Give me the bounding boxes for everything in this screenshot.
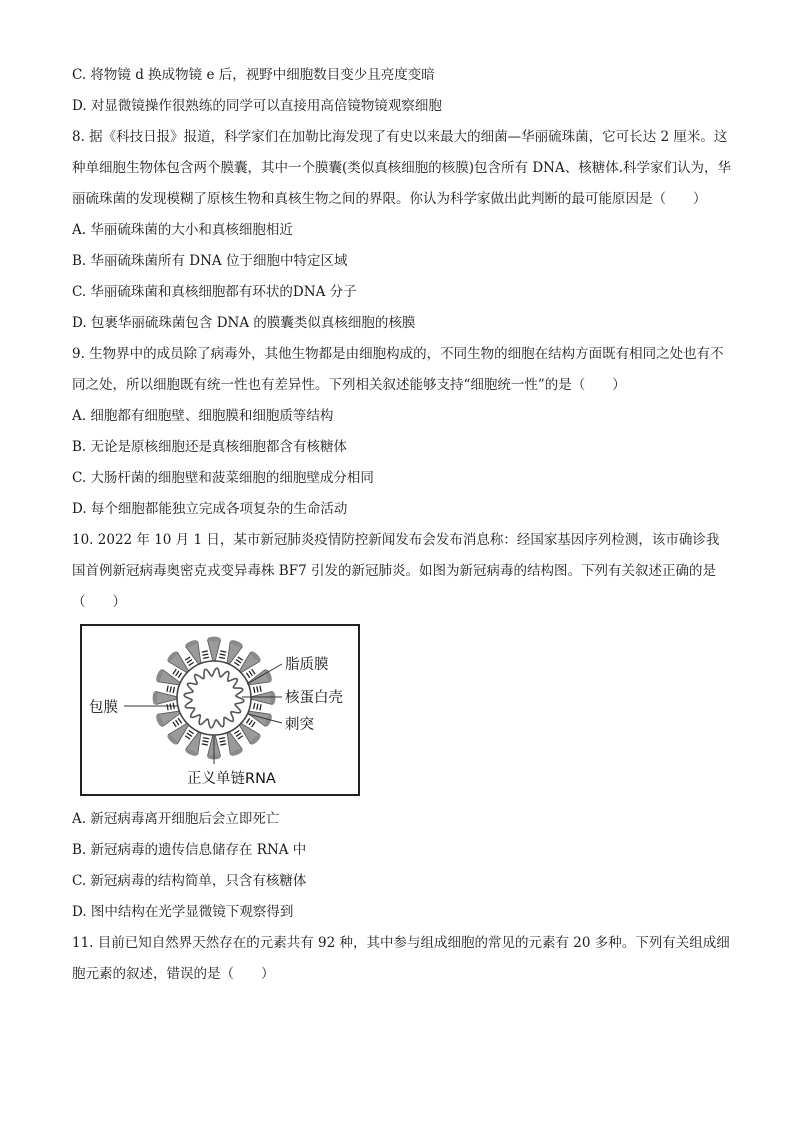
protein-mark: [257, 686, 258, 692]
document-page: [72, 60, 732, 990]
protein-mark: [167, 704, 168, 710]
protein-mark: [246, 673, 249, 678]
question-11: [72, 928, 732, 990]
protein-mark: [173, 687, 174, 693]
protein-mark: [252, 669, 255, 674]
protein-mark: [185, 736, 190, 739]
q9-stem: 9. 生物界中的成员除了病毒外，其他生物都是由细胞构成的，不同生物的细胞在结构方面既有相同之处也有不同之处，所以细胞既有统一性也有差异性。下列相关叙述能够支持“细胞统一性”的是（ ）: [72, 346, 724, 393]
protein-mark: [238, 736, 243, 739]
protein-mark: [234, 662, 239, 665]
spike-protein: [156, 692, 177, 705]
question-8: [72, 122, 732, 339]
question-9: [72, 339, 732, 525]
protein-mark: [173, 722, 176, 727]
q9-option-d: D. 每个细胞都能独立完成各项复杂的生命活动: [72, 501, 348, 517]
spike-cap: [271, 692, 276, 705]
protein-mark: [254, 703, 255, 709]
label-envelope: 包膜: [89, 700, 118, 716]
protein-mark: [176, 720, 179, 725]
protein-mark: [257, 704, 258, 710]
protein-mark: [220, 741, 226, 742]
q10-option-b: B. 新冠病毒的遗传信息储存在 RNA 中: [72, 842, 307, 858]
q8-option-b: B. 华丽硫珠菌所有 DNA 位于细胞中特定区域: [72, 253, 348, 269]
protein-mark: [170, 704, 171, 710]
protein-mark: [252, 722, 255, 727]
protein-mark: [249, 671, 252, 676]
q9-option-b: B. 无论是原核细胞还是真核细胞都含有核糖体: [72, 439, 348, 455]
protein-mark: [178, 673, 181, 678]
spike-protein: [208, 640, 221, 661]
q8-option-d: D. 包裹华丽硫珠菌包含 DNA 的膜囊类似真核细胞的核膜: [72, 315, 416, 331]
label-ssrna: 正义单链RNA: [187, 771, 276, 787]
q10-option-d: D. 图中结构在光学显微镜下观察得到: [72, 904, 294, 920]
label-lipid-membrane: 脂质膜: [285, 657, 329, 673]
protein-mark: [234, 730, 239, 733]
protein-mark: [167, 686, 168, 692]
protein-mark: [187, 733, 192, 736]
protein-mark: [189, 730, 194, 733]
capsid-wavy-ring: [184, 668, 244, 728]
q10-option-a: A. 新冠病毒离开细胞后会立即死亡: [72, 811, 280, 827]
protein-mark: [203, 738, 209, 739]
q10-option-c: C. 新冠病毒的结构简单，只含有核糖体: [72, 873, 307, 889]
spike-protein: [251, 692, 272, 705]
question-7-fragment: [72, 60, 732, 122]
protein-mark: [260, 704, 261, 710]
protein-mark: [185, 657, 190, 660]
spike-cap: [208, 637, 221, 642]
q8-option-a: A. 华丽硫珠菌的大小和真核细胞相近: [72, 222, 293, 238]
protein-mark: [246, 718, 249, 723]
protein-mark: [249, 720, 252, 725]
protein-mark: [219, 657, 225, 658]
protein-mark: [178, 718, 181, 723]
protein-mark: [202, 654, 208, 655]
q9-option-a: A. 细胞都有细胞壁、细胞膜和细胞质等结构: [72, 408, 334, 424]
protein-mark: [203, 657, 209, 658]
protein-mark: [170, 686, 171, 692]
q8-stem: 8. 据《科技日报》报道，科学家们在加勒比海发现了有史以来最大的细菌—华丽硫珠菌，它可长达 2 厘米。这种单细胞生物体包含两个膜囊，其中一个膜囊(类似真核细胞的核膜)包含所有 DNA、核糖体.科学家们认为，华丽硫珠菌的发现模糊了原核生物和真核生物之间的界限。你认为科学家做出此判断的最可能原因是（ ）: [72, 129, 732, 207]
label-spike: 刺突: [285, 717, 314, 733]
protein-mark: [236, 733, 241, 736]
question-10: [72, 525, 732, 928]
protein-mark: [220, 651, 226, 652]
spike-cap: [153, 692, 158, 705]
protein-mark: [236, 660, 241, 663]
protein-mark: [254, 687, 255, 693]
protein-mark: [189, 662, 194, 665]
protein-mark: [173, 669, 176, 674]
q7-option-d: D. 对显微镜操作很熟练的同学可以直接用高倍镜物镜观察细胞: [72, 98, 442, 114]
protein-mark: [202, 744, 208, 745]
q11-stem: 11. 目前已知自然界天然存在的元素共有 92 种，其中参与组成细胞的常见的元素有 20 多种。下列有关组成细胞元素的叙述，错误的是（ ）: [72, 935, 730, 982]
protein-mark: [202, 741, 208, 742]
protein-mark: [260, 686, 261, 692]
protein-mark: [238, 657, 243, 660]
virus-structure-figure: [80, 624, 360, 796]
protein-mark: [176, 671, 179, 676]
protein-mark: [219, 738, 225, 739]
q9-option-c: C. 大肠杆菌的细胞壁和菠菜细胞的细胞壁成分相同: [72, 470, 374, 486]
protein-mark: [220, 654, 226, 655]
q7-option-c: C. 将物镜 d 换成物镜 e 后，视野中细胞数目变少且亮度变暗: [72, 67, 435, 83]
q10-stem: 10. 2022 年 10 月 1 日，某市新冠肺炎疫情防控新闻发布会发布消息称：经国家基因序列检测，该市确诊我国首例新冠病毒奥密克戎变异毒株 BF7 引发的新冠肺炎。如图为新冠病毒的结构图。下列有关叙述正确的是（ ）: [72, 532, 720, 610]
protein-mark: [187, 660, 192, 663]
label-nucleocapsid: 核蛋白壳: [285, 690, 343, 706]
protein-mark: [220, 744, 226, 745]
protein-mark: [202, 651, 208, 652]
q8-option-c: C. 华丽硫珠菌和真核细胞都有环状的DNA 分子: [72, 284, 357, 300]
